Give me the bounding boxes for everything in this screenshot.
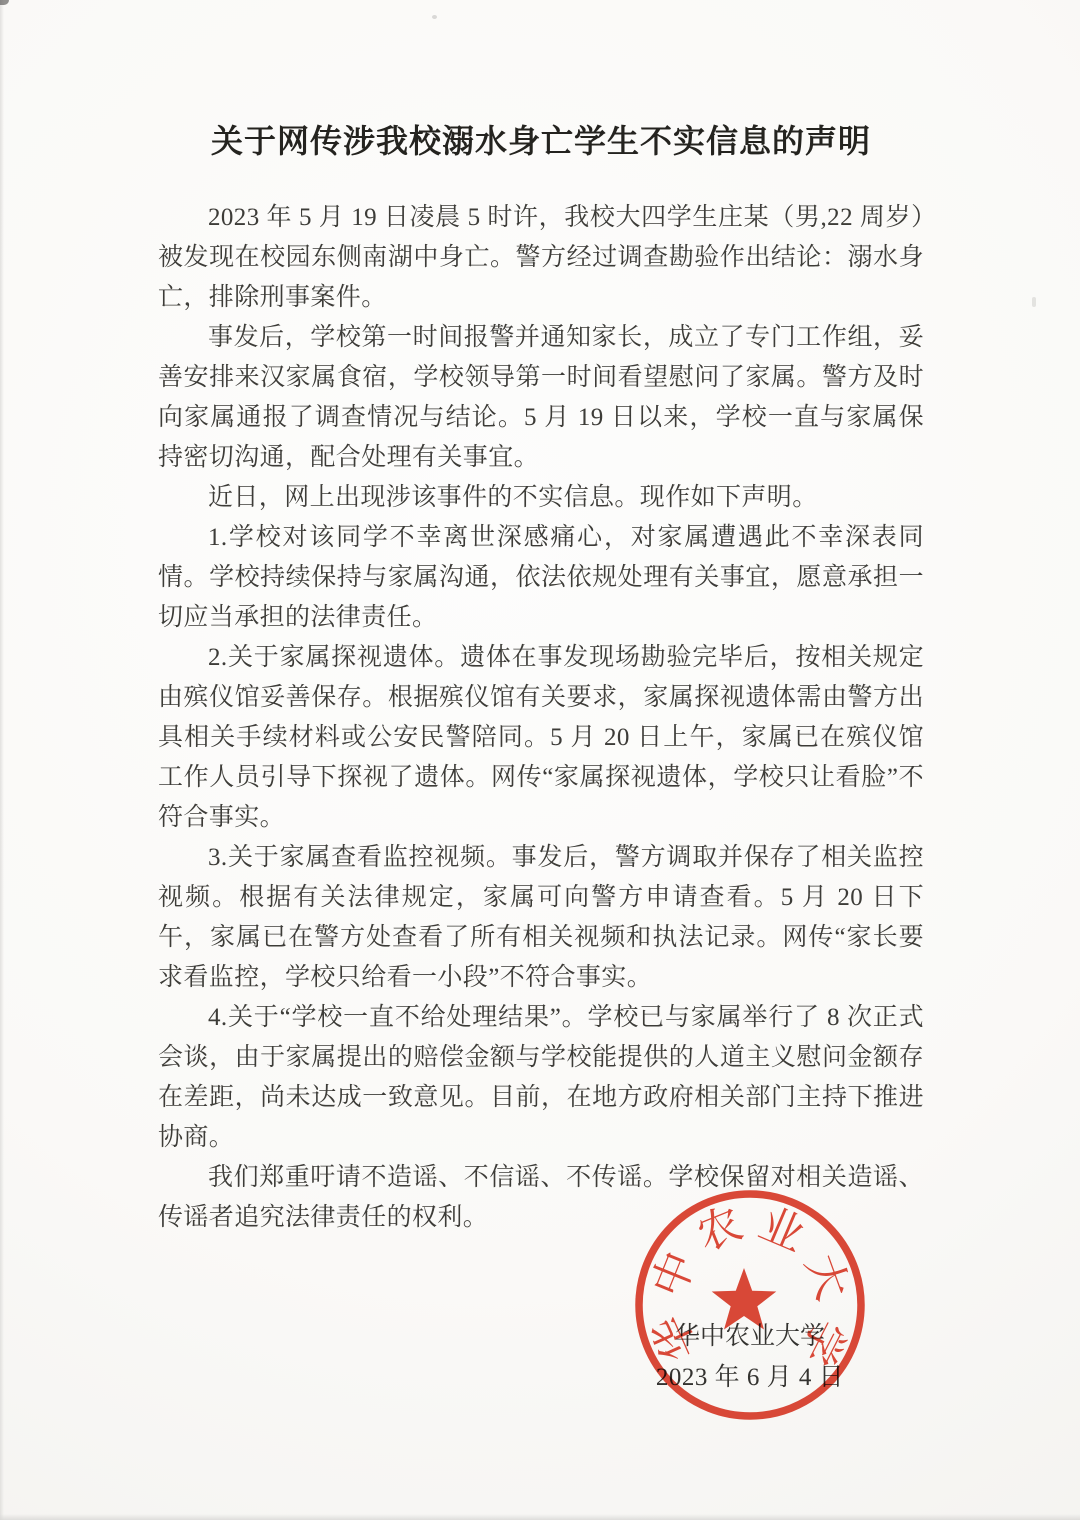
signature-date: 2023 年 6 月 4 日 (655, 1364, 845, 1391)
seal-ring-char: 农 (689, 1198, 750, 1261)
statement-paragraph-1: 2023 年 5 月 19 日凌晨 5 时许，我校大四学生庄某（男,22 周岁）被发现在校园东侧南湖中身亡。警方经过调查勘验作出结论：溺水身亡，排除刑事案件。 (158, 204, 924, 311)
statement-paragraph-6: 3.关于家属查看监控视频。事发后，警方调取并保存了相关监控视频。根据有关法律规定，家属可向警方申请查看。5 月 20 日下午，家属已在警方处查看了所有相关视频和执法记录。网传“家长要求看监控，学校只给看一小段”不符合事实。 (158, 844, 924, 991)
statement-paragraph-8: 我们郑重吁请不造谣、不信谣、不传谣。学校保留对相关造谣、传谣者追究法律责任的权利。 (158, 1164, 924, 1231)
scan-artifact (432, 15, 437, 19)
scan-artifact (0, 0, 9, 5)
seal-ring-char: 大 (796, 1248, 858, 1307)
statement-paragraph-5: 2.关于家属探视遗体。遗体在事发现场勘验完毕后，按相关规定由殡仪馆妥善保存。根据殡仪馆有关要求，家属探视遗体需由警方出具相关手续材料或公安民警陪同。5 月 20 日上午，家属已在殡仪馆工作人员引导下探视了遗体。网传“家属探视遗体，学校只让看脸”不符合事实。 (158, 644, 924, 831)
signature-name: 华中农业大学 (674, 1323, 825, 1350)
scan-edge-shading-bottom (0, 1514, 1080, 1520)
seal-ring-char: 业 (751, 1198, 812, 1262)
seal-ring-char: 学 (790, 1311, 855, 1373)
statement-paragraph-4: 1.学校对该同学不幸离世深感痛心，对家属遭遇此不幸深表同情。学校持续保持与家属沟通，依法依规处理有关事宜，愿意承担一切应当承担的法律责任。 (158, 524, 924, 631)
university-seal (630, 1186, 870, 1426)
statement-paragraph-7: 4.关于“学校一直不给处理结果”。学校已与家属举行了 8 次正式会谈，由于家属提出的赔偿金额与学校能提供的人道主义慰问金额存在差距，尚未达成一致意见。目前，在地方政府相关部门主持下推进协商。 (158, 1004, 924, 1151)
seal-ring-char: 中 (643, 1244, 706, 1305)
scan-edge-shading-left (0, 0, 4, 1520)
statement-paragraph-3: 近日，网上出现涉该事件的不实信息。现作如下声明。 (208, 484, 818, 511)
statement-body (158, 118, 924, 1238)
statement-paragraph-2: 事发后，学校第一时间报警并通知家长，成立了专门工作组，妥善安排来汉家属食宿，学校领导第一时间看望慰问了家属。警方及时向家属通报了调查情况与结论。5 月 19 日以来，学校一直与家属保持密切沟通，配合处理有关事宜。 (158, 324, 924, 471)
page-title: 关于网传涉我校溺水身亡学生不实信息的声明 (210, 123, 871, 159)
seal-ring-char: 华 (644, 1308, 707, 1369)
scan-artifact (1032, 297, 1036, 307)
star-icon (712, 1268, 777, 1330)
